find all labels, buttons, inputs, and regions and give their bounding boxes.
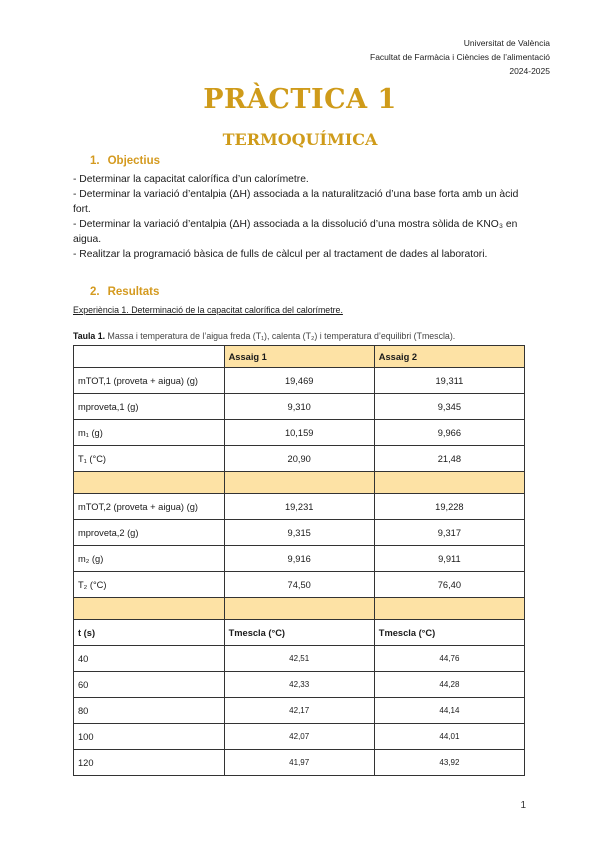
time-cell: 120 <box>74 750 225 776</box>
cell-assaig-1: 9,315 <box>224 520 374 546</box>
table-row <box>74 546 525 572</box>
cell-assaig-1: 19,469 <box>224 368 374 394</box>
cell-assaig-1: 19,231 <box>224 494 374 520</box>
cell-assaig-2: 44,01 <box>374 724 524 750</box>
table-row <box>74 446 525 472</box>
cell-assaig-2: 9,317 <box>374 520 524 546</box>
section-title: Resultats <box>107 286 160 298</box>
separator-cell <box>374 472 524 494</box>
section-title: Objectius <box>107 155 160 167</box>
cell-assaig-2: 43,92 <box>374 750 524 776</box>
page-title: PRÀCTICA 1 <box>203 84 397 115</box>
cell-assaig-2: 9,966 <box>374 420 524 446</box>
time-header-cell: Tmescla (°C) <box>224 620 374 646</box>
table-caption-label: Taula 1. <box>73 331 106 341</box>
cell-assaig-1: 10,159 <box>224 420 374 446</box>
time-cell: 100 <box>74 724 225 750</box>
document-header <box>370 36 550 78</box>
header-faculty: Facultat de Farmàcia i Ciències de l’alimentació <box>370 52 550 62</box>
time-cell: 40 <box>74 646 225 672</box>
cell-assaig-1: 9,310 <box>224 394 374 420</box>
table-row <box>74 494 525 520</box>
separator-cell <box>74 472 225 494</box>
cell-assaig-1: 42,33 <box>224 672 374 698</box>
time-header-row <box>74 620 525 646</box>
row-label: m₂ (g) <box>74 546 225 572</box>
cell-assaig-1: 42,51 <box>224 646 374 672</box>
table-header-cell: Assaig 1 <box>224 346 374 368</box>
objective-item: - Determinar la variació d’entalpia (ΔH) associada a la naturalització d’una base forta amb un àcid fort. <box>73 189 519 215</box>
table-header-cell: Assaig 2 <box>374 346 524 368</box>
separator-cell <box>224 472 374 494</box>
time-cell: 60 <box>74 672 225 698</box>
cell-assaig-2: 21,48 <box>374 446 524 472</box>
cell-assaig-2: 76,40 <box>374 572 524 598</box>
cell-assaig-1: 9,916 <box>224 546 374 572</box>
table-row <box>74 420 525 446</box>
table-caption <box>73 331 455 341</box>
cell-assaig-2: 9,345 <box>374 394 524 420</box>
table-separator-row <box>74 472 525 494</box>
page-number: 1 <box>520 800 526 811</box>
objective-item: - Realitzar la programació bàsica de fulls de càlcul per al tractament de dades al laboratori. <box>73 249 488 260</box>
cell-assaig-2: 44,76 <box>374 646 524 672</box>
time-header-cell: Tmescla (°C) <box>374 620 524 646</box>
section-heading-objectives <box>90 155 160 167</box>
row-label: m₁ (g) <box>74 420 225 446</box>
cell-assaig-2: 19,228 <box>374 494 524 520</box>
header-university: Universitat de València <box>463 38 550 48</box>
table-row <box>74 750 525 776</box>
cell-assaig-1: 41,97 <box>224 750 374 776</box>
objective-item: - Determinar la variació d’entalpia (ΔH) associada a la dissolució d’una mostra sòlida de KNO₃ en aigua. <box>73 219 518 245</box>
table-row <box>74 698 525 724</box>
header-year: 2024-2025 <box>509 66 550 76</box>
row-label: T₁ (°C) <box>74 446 225 472</box>
separator-cell <box>224 598 374 620</box>
table-row <box>74 646 525 672</box>
table-row <box>74 520 525 546</box>
cell-assaig-2: 44,28 <box>374 672 524 698</box>
row-label: mTOT,1 (proveta + aigua) (g) <box>74 368 225 394</box>
cell-assaig-1: 74,50 <box>224 572 374 598</box>
cell-assaig-1: 42,17 <box>224 698 374 724</box>
table-header-row <box>74 346 525 368</box>
section-number: 1. <box>90 155 100 167</box>
time-cell: 80 <box>74 698 225 724</box>
separator-cell <box>374 598 524 620</box>
table-row <box>74 724 525 750</box>
cell-assaig-1: 20,90 <box>224 446 374 472</box>
table-header-cell <box>74 346 225 368</box>
experiment-label: Experiència 1. Determinació de la capacitat calorífica del calorímetre. <box>73 305 343 315</box>
objective-item: - Determinar la capacitat calorífica d’un calorímetre. <box>73 174 309 185</box>
section-number: 2. <box>90 286 100 298</box>
table-row <box>74 572 525 598</box>
row-label: mproveta,1 (g) <box>74 394 225 420</box>
table-separator-row <box>74 598 525 620</box>
row-label: mproveta,2 (g) <box>74 520 225 546</box>
cell-assaig-1: 42,07 <box>224 724 374 750</box>
page-subtitle: TERMOQUÍMICA <box>222 130 378 149</box>
cell-assaig-2: 44,14 <box>374 698 524 724</box>
table-row <box>74 672 525 698</box>
row-label: mTOT,2 (proveta + aigua) (g) <box>74 494 225 520</box>
separator-cell <box>74 598 225 620</box>
objectives-list <box>73 172 533 262</box>
section-heading-results <box>90 286 159 298</box>
cell-assaig-2: 19,311 <box>374 368 524 394</box>
row-label: T₂ (°C) <box>74 572 225 598</box>
cell-assaig-2: 9,911 <box>374 546 524 572</box>
table-row <box>74 394 525 420</box>
time-header-cell: t (s) <box>74 620 225 646</box>
table-row <box>74 368 525 394</box>
table-caption-text: Massa i temperatura de l’aigua freda (T₁), calenta (T₂) i temperatura d’equilibri (Tmescla). <box>105 331 456 341</box>
results-table <box>73 345 525 776</box>
